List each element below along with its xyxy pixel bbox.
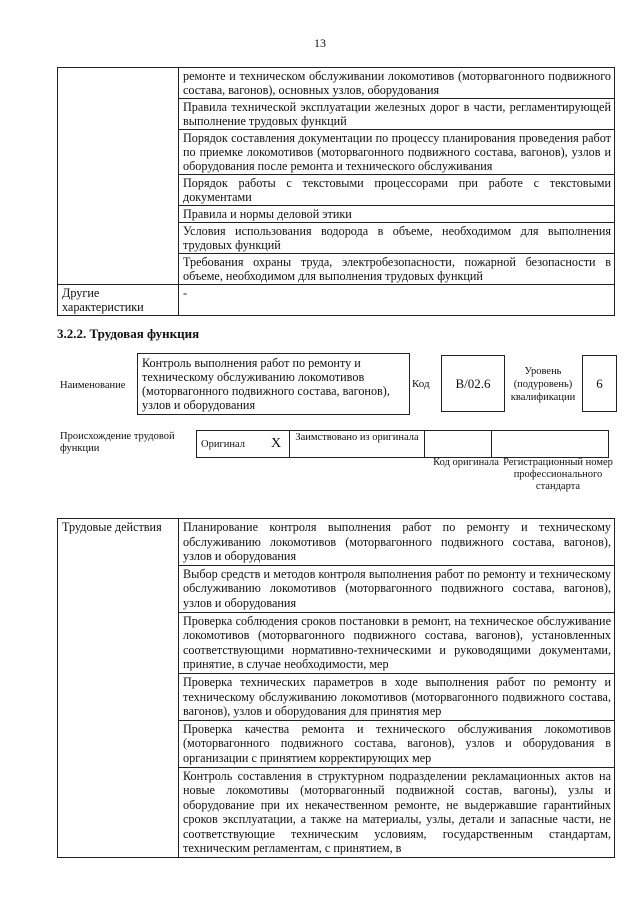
table-label-cell	[58, 68, 179, 285]
table-row: Требования охраны труда, электробезопасности, пожарной безопасности в объеме, необходимом для выполнения трудовых функций	[179, 254, 615, 285]
name-value: Контроль выполнения работ по ремонту и техническому обслуживанию локомотивов (моторвагонного подвижного состава, вагонов), узлов и оборудования	[137, 353, 410, 415]
code-value: B/02.6	[441, 355, 505, 412]
original-label: Оригинал	[197, 431, 264, 458]
origin-label: Происхождение трудовой функции	[60, 431, 175, 454]
borrowed-label: Заимствовано из оригинала	[290, 431, 425, 458]
table-row: Проверка качества ремонта и технического обслуживания локомотивов (моторвагонного подвижного состава, вагонов), узлов и оборудования в организации с принятием корректирующих мер	[179, 720, 615, 767]
level-label: Уровень (подуровень) квалификации	[510, 366, 576, 403]
level-value: 6	[582, 355, 617, 412]
actions-table	[57, 518, 615, 858]
table-row: Порядок работы с текстовыми процессорами при работе с текстовыми документами	[179, 175, 615, 206]
table-row: Правила технической эксплуатации железных дорог в части, регламентирующей выполнение трудовых функций	[179, 99, 615, 130]
other-characteristics-label: Другие характеристики	[58, 285, 179, 316]
section-title: 3.2.2. Трудовая функция	[57, 326, 200, 341]
table-row: Проверка технических параметров в ходе выполнения работ по ремонту и техническому обслуживанию локомотивов (моторвагонного подвижного состава, вагонов), узлов и оборудования для принятия мер	[179, 673, 615, 720]
table-row: Проверка соблюдения сроков постановки в ремонт, на техническое обслуживание локомотивов (моторвагонного подвижного состава, вагонов), установленных соответствующими нормативно-техническими и руководящими документами, принятие, в случае необходимости, мер	[179, 612, 615, 673]
table-row: ремонте и техническом обслуживании локомотивов (моторвагонного подвижного состава, вагонов), основных узлов, оборудования	[179, 68, 615, 99]
code-label: Код	[412, 378, 430, 390]
knowledge-table	[57, 67, 615, 316]
code-original-caption: Код оригинала	[433, 457, 499, 468]
name-label: Наименование	[60, 380, 126, 391]
table-row: Порядок составления документации по процессу планирования проведения работ по приемке локомотивов (моторвагонного подвижного состава, вагонов), узлов и оборудования после ремонта и технического обслуживания	[179, 130, 615, 175]
page-number: 13	[314, 36, 326, 50]
actions-label: Трудовые действия	[58, 519, 179, 858]
reg-number-cell	[492, 431, 609, 458]
table-row: Планирование контроля выполнения работ по ремонту и техническому обслуживанию локомотивов (моторвагонного подвижного состава, вагонов), узлов и оборудования	[179, 519, 615, 566]
origin-table	[196, 430, 609, 458]
table-row: Условия использования водорода в объеме, необходимом для выполнения трудовых функций	[179, 223, 615, 254]
reg-number-caption: Регистрационный номер профессионального стандарта	[503, 457, 613, 492]
original-mark: X	[263, 431, 290, 458]
other-characteristics-value: -	[179, 285, 615, 316]
table-row: Выбор средств и методов контроля выполнения работ по ремонту и техническому обслуживанию локомотивов (моторвагонного подвижного состава, вагонов), узлов и оборудования	[179, 565, 615, 612]
code-original-cell	[425, 431, 492, 458]
table-row: Правила и нормы деловой этики	[179, 206, 615, 223]
table-row: Контроль составления в структурном подразделении рекламационных актов на новые локомотивы (моторвагонный подвижной состав, вагоны), узлы и оборудование при их некачественном ремонте, не выдержавшие гарантийных сроков эксплуатации, а также на материалы, узлы, детали и запасные части, не соответствующие техническим условиям, государственным стандартам, техническим регламентам, с принятием, в	[179, 767, 615, 858]
